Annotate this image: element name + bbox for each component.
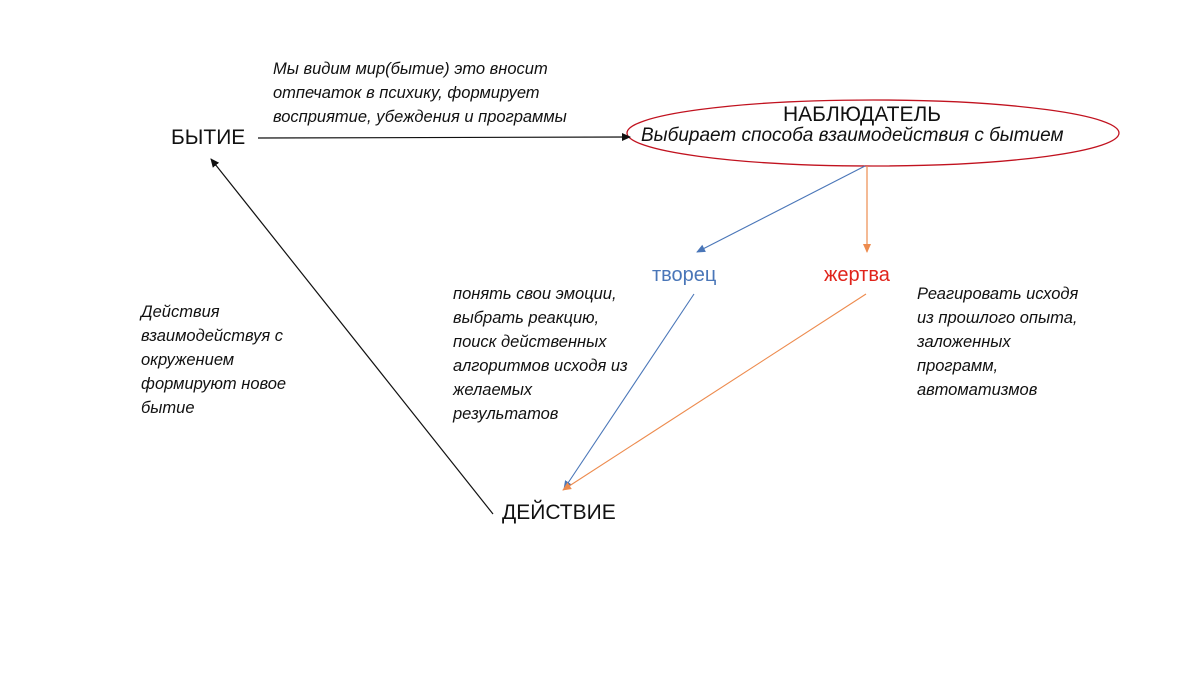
note-actions: Действия взаимодействуя с окружением формируют новое бытие: [141, 303, 287, 417]
edge-observer-to-creator: [697, 166, 865, 252]
node-creator: творец: [652, 264, 717, 286]
observer-subtitle: Выбирает способа взаимодействия с бытием: [641, 125, 1064, 146]
node-deystvie: ДЕЙСТВИЕ: [502, 501, 616, 524]
note-creator: понять свои эмоции, выбрать реакцию, поиск действенных алгоритмов исходя из желаемых результатов: [453, 285, 628, 423]
note-victim: Реагировать исходя из прошлого опыта, заложенных программ, автоматизмов: [917, 285, 1079, 399]
note-perception: Мы видим мир(бытие) это вносит отпечаток в психику, формирует восприятие, убеждения и программы: [273, 60, 567, 126]
node-victim: жертва: [824, 264, 890, 286]
observer-title: НАБЛЮДАТЕЛЬ: [783, 103, 942, 126]
node-bytie: БЫТИЕ: [171, 126, 246, 149]
edge-bytie-to-observer: [258, 137, 630, 138]
